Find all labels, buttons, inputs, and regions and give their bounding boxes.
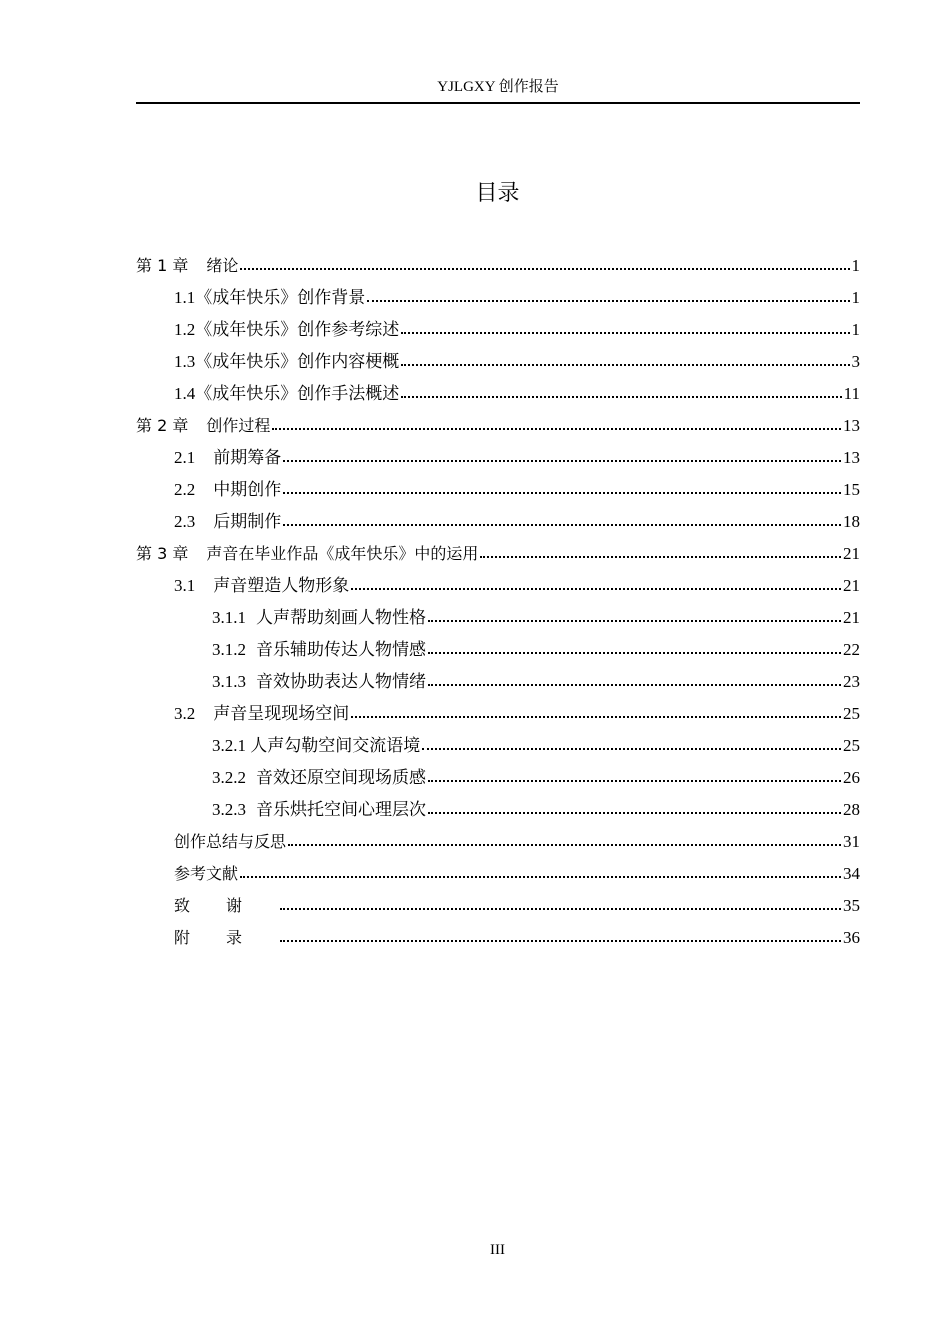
toc-entry-page: 13 <box>843 448 860 467</box>
toc-dot-leader <box>367 300 849 302</box>
toc-entry-page: 23 <box>843 672 860 691</box>
toc-entry-number: 3.1.2 <box>212 640 246 659</box>
toc-entry-1-4[interactable] <box>136 372 860 404</box>
toc-entry-references[interactable] <box>136 852 860 884</box>
toc-entry-title: 3.2.1 人声勾勒空间交流语境 <box>212 736 421 755</box>
toc-entry-title: 声音在毕业作品《成年快乐》中的运用 <box>206 544 479 563</box>
toc-entry-2-1[interactable] <box>136 436 860 468</box>
toc-entry-chapter-2[interactable] <box>136 404 860 436</box>
toc-entry-page: 21 <box>843 576 860 595</box>
toc-entry-number: 2.1 <box>174 448 196 467</box>
toc-entry-title: 音效协助表达人物情绪 <box>256 672 426 691</box>
toc-entry-3-1[interactable] <box>136 564 860 596</box>
toc-entry-title: 音效还原空间现场质感 <box>256 768 426 787</box>
toc-dot-leader <box>240 268 849 270</box>
page-header <box>136 76 860 104</box>
toc-entry-number: 2.2 <box>174 480 196 499</box>
toc-entry-3-2-1[interactable] <box>136 724 860 756</box>
toc-entry-page: 1 <box>851 288 860 307</box>
toc-entry-number: 3.2.3 <box>212 800 246 819</box>
toc-entry-3-2-3[interactable] <box>136 788 860 820</box>
toc-dot-leader <box>428 684 841 686</box>
toc-entry-title: 中期创作 <box>213 480 282 499</box>
toc-entry-page: 18 <box>843 512 860 531</box>
toc-dot-leader <box>401 396 841 398</box>
toc-entry-2-3[interactable] <box>136 500 860 532</box>
toc-entry-number: 2.3 <box>174 512 196 531</box>
toc-entry-title: 音乐烘托空间心理层次 <box>256 800 426 819</box>
toc-dot-leader <box>283 460 841 462</box>
toc-entry-title: 1.4《成年快乐》创作手法概述 <box>174 384 400 403</box>
toc-entry-page: 15 <box>843 480 860 499</box>
page-number: III <box>490 1242 505 1258</box>
toc-entry-page: 22 <box>843 640 860 659</box>
toc-entry-page: 21 <box>843 608 860 627</box>
toc-entry-1-3[interactable] <box>136 340 860 372</box>
header-text: YJLGXY 创作报告 <box>437 79 559 95</box>
toc-entry-title: 声音塑造人物形象 <box>213 576 350 595</box>
toc-entry-summary[interactable] <box>136 820 860 852</box>
toc-entry-page: 36 <box>843 928 860 947</box>
toc-dot-leader <box>428 652 841 654</box>
toc-dot-leader <box>283 492 841 494</box>
toc-dot-leader <box>280 908 841 910</box>
page-title: 目录 <box>475 181 520 206</box>
toc-entry-3-2-2[interactable] <box>136 756 860 788</box>
toc-dot-leader <box>351 588 841 590</box>
toc-dot-leader <box>272 428 841 430</box>
toc-entry-number: 3.1.3 <box>212 672 246 691</box>
toc-dot-leader <box>280 940 841 942</box>
toc-entry-number: 3.1 <box>174 576 196 595</box>
toc-dot-leader <box>401 364 849 366</box>
toc-dot-leader <box>422 748 841 750</box>
toc-entry-page: 3 <box>851 352 860 371</box>
toc-entry-title: 音乐辅助传达人物情感 <box>256 640 426 659</box>
toc-entry-chapter-3[interactable] <box>136 532 860 564</box>
toc-dot-leader <box>351 716 841 718</box>
toc-entry-title: 声音呈现现场空间 <box>213 704 350 723</box>
toc-entry-title: 前期筹备 <box>213 448 282 467</box>
toc-entry-2-2[interactable] <box>136 468 860 500</box>
toc-dot-leader <box>428 780 841 782</box>
toc-entry-title: 创作总结与反思 <box>174 832 287 851</box>
toc-entry-title: 1.3《成年快乐》创作内容梗概 <box>174 352 400 371</box>
toc-entry-title: 致谢 <box>174 896 279 915</box>
toc-entry-page: 26 <box>843 768 860 787</box>
toc-entry-number: 第 1 章 <box>136 256 189 275</box>
toc-dot-leader <box>283 524 841 526</box>
toc-entry-title: 附录 <box>174 928 279 947</box>
toc-entry-title: 绪论 <box>206 256 239 275</box>
toc-entry-page: 35 <box>843 896 860 915</box>
toc-entry-title: 创作过程 <box>206 416 271 435</box>
toc-entry-number: 3.2.2 <box>212 768 246 787</box>
toc-entry-title: 人声帮助刻画人物性格 <box>256 608 426 627</box>
toc-entry-3-1-2[interactable] <box>136 628 860 660</box>
toc-entry-number: 3.2 <box>174 704 196 723</box>
toc-dot-leader <box>428 812 841 814</box>
toc-entry-page: 13 <box>843 416 860 435</box>
toc-entry-page: 25 <box>843 704 860 723</box>
toc-entry-number: 第 2 章 <box>136 416 189 435</box>
toc-entry-chapter-1[interactable] <box>136 244 860 276</box>
toc-dot-leader <box>240 876 841 878</box>
toc-entry-1-1[interactable] <box>136 276 860 308</box>
toc-entry-page: 1 <box>851 320 860 339</box>
toc-entry-page: 31 <box>843 832 860 851</box>
toc-entry-3-2[interactable] <box>136 692 860 724</box>
toc-entry-page: 11 <box>843 384 860 403</box>
toc-entry-title: 1.1《成年快乐》创作背景 <box>174 288 366 307</box>
table-of-contents <box>136 244 860 948</box>
toc-dot-leader <box>480 556 841 558</box>
toc-entry-number: 3.1.1 <box>212 608 246 627</box>
toc-entry-page: 25 <box>843 736 860 755</box>
toc-entry-title: 1.2《成年快乐》创作参考综述 <box>174 320 400 339</box>
toc-entry-page: 21 <box>843 544 860 563</box>
toc-entry-3-1-3[interactable] <box>136 660 860 692</box>
toc-entry-title: 参考文献 <box>174 864 239 883</box>
toc-entry-page: 34 <box>843 864 860 883</box>
toc-entry-title: 后期制作 <box>213 512 282 531</box>
toc-dot-leader <box>288 844 841 846</box>
toc-entry-page: 1 <box>851 256 860 275</box>
toc-entry-appendix[interactable] <box>136 916 860 948</box>
toc-entry-1-2[interactable] <box>136 308 860 340</box>
toc-entry-3-1-1[interactable] <box>136 596 860 628</box>
toc-entry-number: 第 3 章 <box>136 544 189 563</box>
toc-entry-page: 28 <box>843 800 860 819</box>
toc-entry-acknowledgements[interactable] <box>136 884 860 916</box>
toc-dot-leader <box>428 620 841 622</box>
toc-dot-leader <box>401 332 849 334</box>
